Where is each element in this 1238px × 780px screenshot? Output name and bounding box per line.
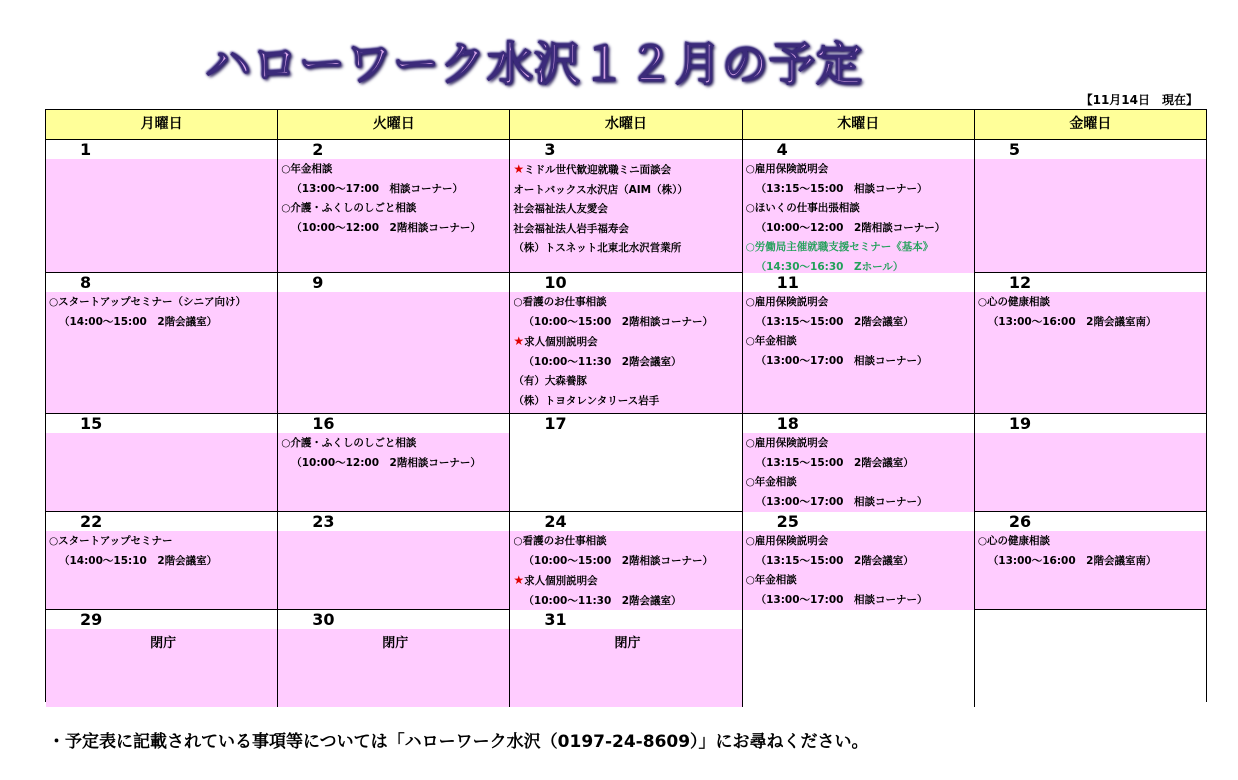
event-item bbox=[513, 332, 741, 353]
event-item bbox=[513, 532, 741, 552]
day-number: 18 bbox=[743, 414, 974, 433]
event-text: （13:15～15:00 相談コーナー） bbox=[755, 182, 928, 195]
day-cell bbox=[743, 610, 975, 707]
day-number bbox=[743, 610, 974, 629]
day-cell bbox=[278, 273, 510, 413]
day-cell bbox=[510, 273, 742, 413]
day-number: 31 bbox=[510, 610, 741, 629]
event-item bbox=[513, 200, 741, 220]
event-text: ○介護・ふくしのしごと相談 bbox=[281, 437, 417, 449]
day-number: 29 bbox=[46, 610, 277, 629]
event-item bbox=[513, 552, 741, 572]
event-item bbox=[746, 591, 974, 611]
day-cell bbox=[46, 610, 278, 707]
calendar-week-row bbox=[46, 414, 1206, 512]
day-events bbox=[510, 433, 741, 511]
event-item bbox=[513, 592, 741, 612]
day-events bbox=[510, 159, 741, 272]
day-cell bbox=[975, 610, 1206, 707]
star-icon: ★ bbox=[513, 162, 525, 176]
event-item bbox=[49, 313, 277, 333]
event-text: ○年金相談 bbox=[281, 163, 333, 175]
weekday-header: 火曜日 bbox=[278, 110, 510, 139]
closed-label: 閉庁 bbox=[614, 636, 641, 651]
day-events bbox=[46, 433, 277, 511]
day-events bbox=[278, 531, 509, 609]
event-text: （10:00～12:00 2階相談コーナー） bbox=[291, 456, 481, 469]
day-events bbox=[46, 629, 277, 707]
day-events bbox=[278, 433, 509, 511]
event-text: ○介護・ふくしのしごと相談 bbox=[281, 202, 417, 214]
day-events bbox=[743, 629, 974, 707]
day-events bbox=[510, 629, 741, 707]
day-cell bbox=[46, 140, 278, 272]
event-item bbox=[513, 181, 741, 201]
day-cell bbox=[46, 512, 278, 609]
event-item bbox=[49, 552, 277, 572]
calendar-week-row bbox=[46, 140, 1206, 273]
event-text: 求人個別説明会 bbox=[524, 575, 598, 587]
day-number: 3 bbox=[510, 140, 741, 159]
event-item bbox=[978, 293, 1206, 313]
event-item bbox=[281, 180, 509, 200]
event-item bbox=[746, 293, 974, 313]
day-events bbox=[46, 531, 277, 609]
day-cell bbox=[975, 140, 1206, 272]
closed-label: 閉庁 bbox=[382, 636, 409, 651]
event-item bbox=[746, 434, 974, 454]
day-number bbox=[975, 610, 1206, 629]
day-number: 1 bbox=[46, 140, 277, 159]
weekday-header-row bbox=[46, 110, 1206, 140]
event-item bbox=[746, 532, 974, 552]
event-text: ○雇用保険説明会 bbox=[745, 296, 829, 308]
event-text: ○年金相談 bbox=[745, 335, 797, 347]
day-events bbox=[510, 292, 741, 413]
day-number: 4 bbox=[743, 140, 974, 159]
event-item bbox=[513, 220, 741, 240]
calendar-week-row bbox=[46, 273, 1206, 414]
weekday-header: 金曜日 bbox=[1069, 116, 1112, 132]
day-events bbox=[46, 159, 277, 272]
event-text: ○年金相談 bbox=[745, 574, 797, 586]
event-text: （10:00～15:00 2階相談コーナー） bbox=[523, 554, 714, 567]
weekday-header: 木曜日 bbox=[743, 110, 975, 139]
day-events bbox=[975, 531, 1206, 609]
event-text: ○スタートアップセミナー bbox=[49, 535, 173, 547]
closed-label: 閉庁 bbox=[150, 636, 177, 651]
event-item bbox=[513, 353, 741, 373]
day-events bbox=[278, 159, 509, 272]
day-number: 26 bbox=[975, 512, 1206, 531]
event-text: （10:00～11:30 2階会議室） bbox=[523, 355, 682, 368]
day-number: 25 bbox=[743, 512, 974, 531]
event-text: ○看護のお仕事相談 bbox=[513, 296, 607, 308]
event-text: ○雇用保険説明会 bbox=[745, 437, 829, 449]
day-number: 5 bbox=[975, 140, 1206, 159]
calendar-week-row bbox=[46, 610, 1206, 707]
day-number: 10 bbox=[510, 273, 741, 292]
day-cell bbox=[743, 414, 975, 511]
event-text: ○スタートアップセミナー（シニア向け） bbox=[49, 296, 247, 308]
day-cell bbox=[278, 414, 510, 511]
event-text: （13:00～16:00 2階会議室南） bbox=[987, 554, 1157, 567]
day-number: 23 bbox=[278, 512, 509, 531]
star-icon: ★ bbox=[513, 573, 525, 587]
event-text: （14:00～15:10 2階会議室） bbox=[59, 554, 218, 567]
event-text: （13:00～16:00 2階会議室南） bbox=[987, 315, 1157, 328]
event-text: 求人個別説明会 bbox=[524, 336, 598, 348]
event-item bbox=[978, 532, 1206, 552]
event-item bbox=[49, 293, 277, 313]
day-number: 30 bbox=[278, 610, 509, 629]
event-text: （13:00～17:00 相談コーナー） bbox=[755, 593, 928, 606]
page-title: ハローワーク水沢１２月の予定 bbox=[205, 37, 863, 91]
star-icon: ★ bbox=[513, 334, 525, 348]
day-cell bbox=[510, 512, 742, 609]
event-item bbox=[746, 552, 974, 572]
day-cell bbox=[278, 610, 510, 707]
footer-note: ・予定表に記載されている事項等については「ハローワーク水沢（0197-24-8609）」にお尋ねください。 bbox=[48, 732, 869, 752]
event-text: ○雇用保険説明会 bbox=[745, 535, 829, 547]
event-item bbox=[281, 219, 509, 239]
event-item bbox=[513, 239, 741, 259]
day-cell bbox=[743, 512, 975, 609]
event-item bbox=[281, 199, 509, 219]
day-cell bbox=[743, 140, 975, 272]
event-item bbox=[746, 571, 974, 591]
day-cell bbox=[46, 273, 278, 413]
day-number: 24 bbox=[510, 512, 741, 531]
day-number: 8 bbox=[46, 273, 277, 292]
event-text: （株）トヨタレンタリース岩手 bbox=[513, 394, 660, 407]
day-cell bbox=[278, 512, 510, 609]
event-item bbox=[746, 180, 974, 200]
event-item bbox=[513, 392, 741, 412]
event-item bbox=[513, 372, 741, 392]
event-text: （13:15～15:00 2階会議室） bbox=[755, 554, 914, 567]
day-number: 12 bbox=[975, 273, 1206, 292]
event-item bbox=[513, 160, 741, 181]
day-events bbox=[46, 292, 277, 413]
event-item bbox=[513, 293, 741, 313]
event-item bbox=[746, 493, 974, 513]
event-text: （有）大森養豚 bbox=[513, 375, 587, 387]
event-text: ○雇用保険説明会 bbox=[745, 163, 829, 175]
day-events bbox=[278, 292, 509, 413]
event-text: ○ほいくの仕事出張相談 bbox=[745, 202, 860, 214]
event-item bbox=[746, 160, 974, 180]
day-events bbox=[510, 531, 741, 611]
weekday-header: 水曜日 bbox=[510, 110, 742, 139]
calendar-week-row bbox=[46, 512, 1206, 610]
event-item bbox=[281, 160, 509, 180]
event-text: 社会福祉法人岩手福寿会 bbox=[513, 222, 629, 235]
day-number: 11 bbox=[743, 273, 974, 292]
event-text: （14:00～15:00 2階会議室） bbox=[59, 315, 218, 328]
day-events bbox=[975, 159, 1206, 272]
day-cell bbox=[278, 140, 510, 272]
event-text: （13:00～17:00 相談コーナー） bbox=[291, 182, 464, 195]
event-text: （14:30～16:30 Zホール） bbox=[755, 260, 904, 273]
as-of-date: 【11月14日 現在】 bbox=[1080, 93, 1198, 107]
event-text: （株）トスネット北東北水沢営業所 bbox=[513, 242, 682, 254]
day-events bbox=[975, 629, 1206, 707]
event-item bbox=[746, 238, 974, 258]
event-item bbox=[513, 571, 741, 592]
event-item bbox=[281, 434, 509, 454]
day-cell bbox=[975, 414, 1206, 511]
day-number: 17 bbox=[510, 414, 741, 433]
event-text: （10:00～11:30 2階会議室） bbox=[523, 594, 682, 607]
event-text: （10:00～12:00 2階相談コーナー） bbox=[291, 221, 481, 234]
day-cell bbox=[510, 610, 742, 707]
event-item bbox=[746, 199, 974, 219]
event-item bbox=[746, 473, 974, 493]
day-events bbox=[743, 433, 974, 512]
day-number: 19 bbox=[975, 414, 1206, 433]
event-item bbox=[746, 352, 974, 372]
day-cell bbox=[510, 140, 742, 272]
event-text: （10:00～12:00 2階相談コーナー） bbox=[755, 221, 946, 234]
day-number: 22 bbox=[46, 512, 277, 531]
event-text: 社会福祉法人友愛会 bbox=[513, 203, 608, 215]
day-events bbox=[975, 433, 1206, 511]
calendar-table bbox=[45, 109, 1207, 702]
event-item bbox=[978, 313, 1206, 333]
day-events bbox=[743, 292, 974, 413]
event-item bbox=[978, 552, 1206, 572]
calendar-weeks bbox=[46, 140, 1206, 707]
event-text: （13:15～15:00 2階会議室） bbox=[755, 315, 914, 328]
weekday-header: 月曜日 bbox=[46, 110, 278, 139]
event-text: ○心の健康相談 bbox=[977, 296, 1050, 308]
event-item bbox=[746, 219, 974, 239]
day-number: 16 bbox=[278, 414, 509, 433]
day-cell bbox=[46, 414, 278, 511]
event-text: ○労働局主催就職支援セミナー《基本》 bbox=[745, 241, 934, 253]
event-text: （13:00～17:00 相談コーナー） bbox=[755, 354, 928, 367]
event-item bbox=[746, 454, 974, 474]
event-text: （13:15～15:00 2階会議室） bbox=[755, 456, 914, 469]
event-text: ○看護のお仕事相談 bbox=[513, 535, 607, 547]
day-cell bbox=[510, 414, 742, 511]
event-item bbox=[281, 454, 509, 474]
day-cell bbox=[975, 273, 1206, 413]
event-text: ○心の健康相談 bbox=[977, 535, 1050, 547]
day-events bbox=[743, 531, 974, 610]
event-item bbox=[513, 313, 741, 333]
event-text: （10:00～15:00 2階相談コーナー） bbox=[523, 315, 714, 328]
day-events bbox=[743, 159, 974, 277]
event-text: （13:00～17:00 相談コーナー） bbox=[755, 495, 928, 508]
day-events bbox=[975, 292, 1206, 413]
day-cell bbox=[975, 512, 1206, 609]
event-item bbox=[746, 313, 974, 333]
event-text: オートバックス水沢店（AIM（株）） bbox=[513, 183, 688, 196]
event-text: ○年金相談 bbox=[745, 476, 797, 488]
event-item bbox=[49, 532, 277, 552]
event-text: ミドル世代歓迎就職ミニ面談会 bbox=[524, 164, 672, 176]
day-number: 2 bbox=[278, 140, 509, 159]
event-item bbox=[746, 332, 974, 352]
day-number: 9 bbox=[278, 273, 509, 292]
day-events bbox=[278, 629, 509, 707]
day-cell bbox=[743, 273, 975, 413]
day-number: 15 bbox=[46, 414, 277, 433]
